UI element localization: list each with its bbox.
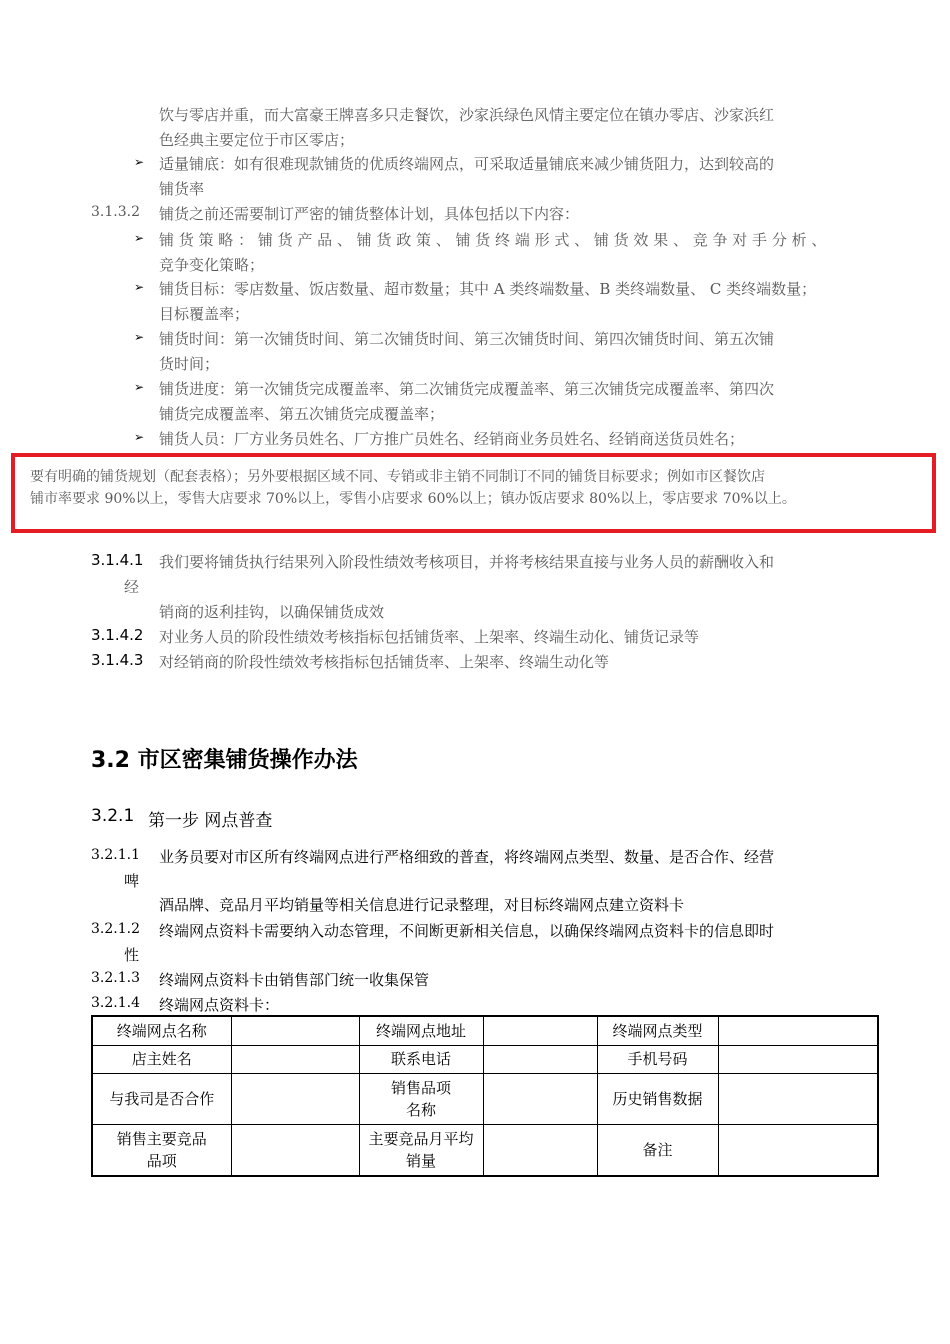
section-number: 3.2.1.3 (91, 970, 140, 986)
table-value-cell (231, 1124, 359, 1176)
bullet-text: 铺货时间：第一次铺货时间、第二次铺货时间、第三次铺货时间、第四次铺货时间、第五次铺 (159, 330, 775, 348)
table-row (92, 1016, 878, 1045)
bullet-text: 铺货进度：第一次铺货完成覆盖率、第二次铺货完成覆盖率、第三次铺货完成覆盖率、第四次 (159, 380, 775, 398)
heading-3-2: 3.2 市区密集铺货操作办法 (91, 748, 358, 773)
section-text: 对经销商的阶段性绩效考核指标包括铺货率、上架率、终端生动化等 (159, 653, 610, 671)
bullet-text: 铺货完成覆盖率、第五次铺货完成覆盖率； (159, 405, 445, 423)
heading-3-2-1-number: 3.2.1 (91, 806, 135, 826)
table-label-cell: 联系电话 (359, 1045, 483, 1073)
table-value-cell (718, 1124, 878, 1176)
section-number: 3.2.1.2 (91, 921, 140, 937)
arrow-bullet-icon: ➢ (134, 280, 145, 294)
section-number: 3.1.3.2 (91, 204, 140, 220)
table-label-cell: 手机号码 (597, 1045, 718, 1073)
bullet-text: 铺货率 (159, 180, 205, 198)
table-label-cell: 销售主要竞品品项 (92, 1124, 231, 1176)
table-value-cell (718, 1073, 878, 1124)
bullet-text: 适量铺底：如有很难现款铺货的优质终端网点，可采取适量铺底来减少铺货阻力，达到较高的 (159, 155, 775, 173)
table-label-cell: 终端网点地址 (359, 1016, 483, 1045)
table-value-cell (718, 1045, 878, 1073)
table-label-cell: 历史销售数据 (597, 1073, 718, 1124)
arrow-bullet-icon: ➢ (134, 430, 145, 444)
table-value-cell (483, 1073, 597, 1124)
table-value-cell (483, 1045, 597, 1073)
section-text: 对业务人员的阶段性绩效考核指标包括铺货率、上架率、终端生动化、铺货记录等 (159, 628, 700, 646)
table-label-cell: 与我司是否合作 (92, 1073, 231, 1124)
arrow-bullet-icon: ➢ (134, 155, 145, 169)
section-text: 啤 (124, 872, 140, 890)
bullet-text: 货时间； (159, 355, 220, 373)
highlight-text: 铺市率要求 90%以上，零售大店要求 70%以上，零售小店要求 60%以上；镇办饭店要求 80%以上，零店要求 70%以上。 (30, 491, 796, 507)
section-number: 3.2.1.4 (91, 995, 140, 1011)
highlight-text: 要有明确的铺货规划（配套表格）；另外要根据区域不同、专销或非主销不同制订不同的铺货目标要求；例如市区餐饮店 (30, 469, 765, 485)
table-label-cell: 终端网点类型 (597, 1016, 718, 1045)
outlet-info-card-table (91, 1015, 879, 1177)
section-number: 3.2.1.1 (91, 847, 140, 863)
table-label-cell: 备注 (597, 1124, 718, 1176)
arrow-bullet-icon: ➢ (134, 231, 145, 245)
table-row (92, 1124, 878, 1176)
section-text: 终端网点资料卡： (159, 996, 280, 1014)
section-text: 业务员要对市区所有终端网点进行严格细致的普查，将终端网点类型、数量、是否合作、经营 (159, 848, 775, 866)
bullet-text: 目标覆盖率； (159, 305, 250, 323)
section-text: 我们要将铺货执行结果列入阶段性绩效考核项目，并将考核结果直接与业务人员的薪酬收入和 (159, 553, 775, 571)
table-value-cell (231, 1016, 359, 1045)
table-value-cell (231, 1045, 359, 1073)
bullet-text: 铺 货 策 略 ： 铺 货 产 品 、 铺 货 政 策 、 铺 货 终 端 形 式 、 铺 货 效 果 、 竞 争 对 手 分 析 、 (159, 231, 827, 249)
table-value-cell (483, 1124, 597, 1176)
arrow-bullet-icon: ➢ (134, 330, 145, 344)
heading-3-2-1-text: 第一步 网点普查 (148, 811, 273, 831)
table-label-cell: 销售品项名称 (359, 1073, 483, 1124)
table-value-cell (483, 1016, 597, 1045)
section-number: 3.1.4.1 (91, 551, 144, 569)
bullet-text: 竞争变化策略； (159, 256, 265, 274)
table-label-cell: 店主姓名 (92, 1045, 231, 1073)
section-text: 终端网点资料卡需要纳入动态管理，不间断更新相关信息，以确保终端网点资料卡的信息即时 (159, 922, 775, 940)
section-text: 性 (124, 946, 140, 964)
bullet-text: 铺货目标：零店数量、饭店数量、超市数量；其中 A 类终端数量、B 类终端数量、 C 类终端数量； (159, 280, 817, 298)
section-text: 经 (124, 578, 140, 596)
table-label-cell: 终端网点名称 (92, 1016, 231, 1045)
section-number: 3.1.4.3 (91, 651, 144, 669)
paragraph-line: 饮与零店并重，而大富豪王牌喜多只走餐饮，沙家浜绿色风情主要定位在镇办零店、沙家浜红 (159, 106, 775, 124)
section-text: 终端网点资料卡由销售部门统一收集保管 (159, 971, 430, 989)
section-number: 3.1.4.2 (91, 626, 144, 644)
table-value-cell (718, 1016, 878, 1045)
table-row (92, 1045, 878, 1073)
arrow-bullet-icon: ➢ (134, 380, 145, 394)
table-label-cell: 主要竞品月平均销量 (359, 1124, 483, 1176)
bullet-text: 铺货人员：厂方业务员姓名、厂方推广员姓名、经销商业务员姓名、经销商送货员姓名； (159, 430, 745, 448)
table-row (92, 1073, 878, 1124)
paragraph-line: 色经典主要定位于市区零店； (159, 131, 355, 149)
section-text: 销商的返利挂钩，以确保铺货成效 (159, 603, 385, 621)
section-text: 酒品牌、竞品月平均销量等相关信息进行记录整理，对目标终端网点建立资料卡 (159, 896, 685, 914)
table-value-cell (231, 1073, 359, 1124)
section-text: 铺货之前还需要制订严密的铺货整体计划，具体包括以下内容： (159, 205, 580, 223)
